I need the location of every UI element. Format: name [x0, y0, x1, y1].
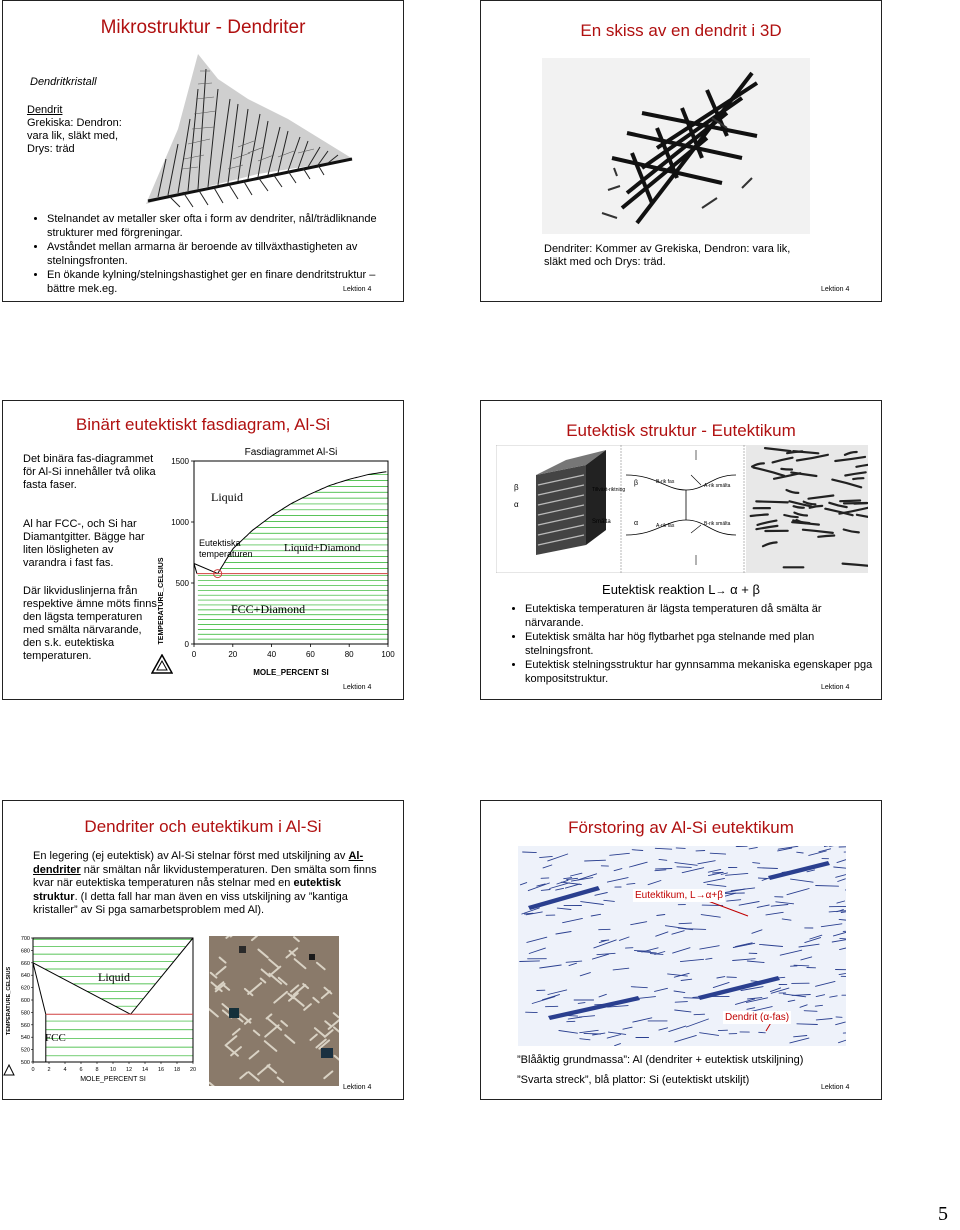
bold-term: Al-dendriter [33, 850, 364, 876]
y-tick-label: 660 [20, 960, 30, 967]
lamella [840, 501, 860, 502]
x-tick-label: 16 [157, 1067, 165, 1073]
legering-paragraph [33, 850, 388, 918]
paragraph-faser: Det binära fas-diagrammet för Al-Si innehåller två olika fasta faser. [23, 453, 156, 491]
si-needle [840, 938, 846, 939]
slide-dendriter-eutektikum [2, 800, 404, 1100]
y-tick-label: 680 [20, 948, 30, 955]
dendrit-label: Dendrit (α-fas) [725, 1012, 790, 1023]
x-tick-label: 12 [125, 1067, 133, 1073]
si-needle [758, 878, 766, 879]
page-number: 5 [938, 1203, 948, 1225]
list-item: • Eutektisk smälta har hög flytbarhet pga stelnande med plan stelningsfront. [525, 631, 875, 658]
thermocalc-logo-icon [3, 1064, 15, 1076]
slide-title: Eutektisk struktur - Eutektikum [566, 421, 796, 440]
x-tick-label: 2 [47, 1067, 51, 1073]
label-alpha: α [514, 500, 519, 509]
x-tick-label: 80 [344, 650, 354, 659]
beta-symbol: β [752, 582, 760, 597]
dendrite-caption: Dendriter: Kommer av Grekiska, Dendron: vara lik, släkt med och Drys: träd. [544, 243, 791, 268]
y-tick-label: 540 [20, 1035, 30, 1042]
y-tick-label: 520 [20, 1047, 30, 1054]
annotation-eutektiska: Eutektiska [199, 538, 241, 548]
y-tick-label: 560 [20, 1022, 30, 1029]
region-fcc-diamond: FCC+Diamond [231, 602, 306, 616]
arrow-icon: → [695, 890, 706, 901]
dendrit-word: Dendrit [27, 104, 63, 116]
y-tick-label: 620 [20, 985, 30, 992]
label-b-rik-smalta: B-rik smälta [704, 521, 731, 527]
dendrit-etymology-3: Drys: träd [27, 143, 75, 155]
y-axis-label: TEMPERATURE_CELSIUS [6, 966, 12, 1036]
y-tick-label: 600 [20, 998, 30, 1004]
annotation-temperaturen: temperaturen [199, 549, 253, 559]
label-beta: β [514, 483, 519, 492]
slide-title: Förstoring av Al-Si eutektikum [568, 818, 794, 837]
x-tick-label: 8 [95, 1067, 99, 1073]
x-tick-label: 10 [109, 1067, 117, 1073]
text: . (I detta fall har man även en viss utskiljning av ”kantiga kristaller” av Si pga samarbetsproblem med Al). [33, 890, 348, 916]
lamella [818, 536, 834, 537]
slide-binart-fasdiagram [2, 400, 404, 700]
slide-footer: Lektion 4 [343, 1084, 372, 1091]
reaction-text: Eutektisk reaktion L [602, 582, 716, 597]
fasdiagram-al-si [151, 441, 401, 686]
x-tick-label: 6 [79, 1067, 83, 1073]
x-tick-label: 20 [228, 650, 238, 659]
si-needle [804, 1011, 817, 1012]
y-ticks [171, 457, 194, 649]
solvus-line [33, 963, 46, 1062]
si-needle [676, 848, 685, 849]
dendrit-kristall-label: Dendritkristall [30, 76, 97, 88]
thermocalc-logo-icon [151, 654, 173, 674]
x-tick-label: 4 [63, 1067, 67, 1073]
eutectic-structure-figure [496, 445, 868, 573]
label-text: α+β [705, 890, 723, 901]
x-ticks [31, 1062, 196, 1073]
list-item: • Eutektiska temperaturen är lägsta temperaturen då smälta är närvarande. [525, 603, 875, 630]
y-tick-label: 500 [175, 579, 189, 588]
dendrite-micrograph [209, 936, 339, 1086]
list-item: • Stelnandet av metaller sker ofta i form av dendriter, nål/trädliknande strukturer med förgreningar. [47, 213, 392, 240]
x-tick-label: 100 [381, 650, 395, 659]
label-b-rik-fas: B-rik fas [656, 479, 675, 485]
slide-title: Dendriter och eutektikum i Al-Si [84, 817, 322, 836]
y-ticks [21, 936, 33, 1066]
x-ticks [192, 644, 395, 659]
si-needle [679, 923, 692, 924]
slide-footer: Lektion 4 [343, 286, 372, 293]
y-axis-label: TEMPERATURE_CELSIUS [158, 557, 165, 645]
slide-title: En skiss av en dendrit i 3D [580, 21, 782, 40]
region-liquid-diamond: Liquid+Diamond [284, 542, 361, 554]
caption-grundmassa: ”Blååktig grundmassa”: Al (dendriter + eutektisk utskiljning) [517, 1054, 804, 1066]
si-needle [520, 961, 540, 962]
si-needle [684, 998, 700, 999]
x-tick-label: 40 [267, 650, 277, 659]
label-tillvaxtriktning: Tillväxt-riktning [592, 487, 626, 493]
label-beta-2: β [634, 480, 639, 487]
list-item: • Eutektisk stelningsstruktur har gynnsamma mekaniska egenskaper pga kompositstruktur. [525, 659, 875, 686]
eutectic-reaction [481, 583, 881, 598]
text: En legering (ej eutektisk) av Al-Si stelnar först med utskiljning av [33, 850, 349, 862]
list-item: • En ökande kylning/stelningshastighet ger en finare dendritstruktur – bättre mek.eg. [47, 269, 392, 296]
text: när smältan når likvidustemperaturen. Den smälta som finns kvar när eutektiska temperaturen nås stelnar med en [33, 863, 377, 889]
plus-symbol: + [741, 582, 749, 597]
slide-dendriter [2, 0, 404, 302]
si-needle [675, 1002, 687, 1003]
paragraph-gitter: Al har FCC-, och Si har Diamantgitter. Bägge har liten lösligheten av varandra i fast fas. [23, 518, 145, 569]
paragraph-eutektisk [23, 585, 158, 663]
si-needle [694, 1014, 705, 1015]
x-tick-label: 0 [31, 1067, 35, 1073]
region-fcc: FCC [45, 1032, 66, 1044]
slide-title: Binärt eutektiskt fasdiagram, Al-Si [75, 415, 331, 434]
y-tick-label: 580 [20, 1010, 30, 1017]
caption-svarta-streck: ”Svarta streck”, blå plattor: Si (eutektiskt utskiljt) [517, 1074, 750, 1086]
label-a-rik-smalta: A-rik smälta [704, 483, 731, 489]
paragraph-text: Där likviduslinjerna från respektive ämne möts finns den lägsta temperaturen med smälta närvarande, den s.k. eutektiska temperaturen. [23, 585, 157, 662]
lamella [756, 501, 787, 502]
eutektikum-label [633, 889, 725, 902]
label-a-rik-fas: A-rik fas [656, 523, 675, 529]
region-liquid: Liquid [211, 490, 243, 504]
slide-dendrit-3d [480, 0, 882, 302]
x-axis-label: MOLE_PERCENT SI [80, 1076, 146, 1083]
x-tick-label: 0 [191, 650, 197, 659]
slide-footer: Lektion 4 [343, 684, 372, 691]
lamella [781, 469, 792, 470]
si-needle [656, 869, 672, 870]
y-tick-label: 0 [184, 640, 189, 649]
dendrite-3d-sketch [542, 58, 810, 234]
y-tick-label: 700 [20, 936, 30, 942]
slide-footer: Lektion 4 [821, 1084, 850, 1091]
fasdiagram-zoom [3, 931, 203, 1091]
slide-footer: Lektion 4 [821, 286, 850, 293]
alpha-symbol: α [730, 582, 738, 597]
x-tick-label: 14 [141, 1067, 149, 1073]
bullet-list [509, 603, 875, 687]
bullet-list [31, 213, 392, 297]
x-tick-label: 60 [305, 650, 315, 659]
x-tick-label: 18 [173, 1067, 181, 1073]
y-tick-label: 1000 [171, 518, 189, 527]
y-tick-label: 500 [20, 1060, 30, 1066]
eutectic-micrograph [746, 445, 868, 573]
si-needle [523, 852, 537, 853]
x-tick-label: 20 [189, 1067, 197, 1073]
dendrit-etymology-1: Grekiska: Dendron: [27, 117, 122, 129]
label-text: Eutektikum, L [635, 890, 696, 901]
arrow-icon: → [715, 585, 727, 597]
slide-eutektisk-struktur [480, 400, 882, 700]
slide-footer: Lektion 4 [821, 684, 850, 691]
chart-title: Fasdiagrammet Al-Si [244, 447, 338, 458]
al-si-eutectic-micrograph [518, 846, 846, 1046]
label-alpha-2: α [634, 520, 639, 527]
list-item: • Avståndet mellan armarna är beroende av tillväxthastigheten av stelningsfronten. [47, 241, 392, 268]
lamella [853, 478, 863, 479]
si-needle [584, 1033, 601, 1034]
si-needle [759, 1032, 766, 1033]
x-axis-label: MOLE_PERCENT SI [253, 668, 329, 677]
y-tick-label: 1500 [171, 457, 189, 466]
bold-term: eutektisk struktur [33, 877, 342, 903]
region-liquid: Liquid [98, 970, 130, 984]
dendrite-crystal-image [138, 49, 358, 209]
label-smalta: Smälta [592, 519, 611, 525]
y-tick-label: 640 [20, 973, 30, 980]
slide-forstoring [480, 800, 882, 1100]
slide-title: Mikrostruktur - Dendriter [100, 17, 306, 38]
si-needle [677, 867, 691, 868]
dendrit-etymology-2: vara lik, släkt med, [27, 130, 119, 142]
